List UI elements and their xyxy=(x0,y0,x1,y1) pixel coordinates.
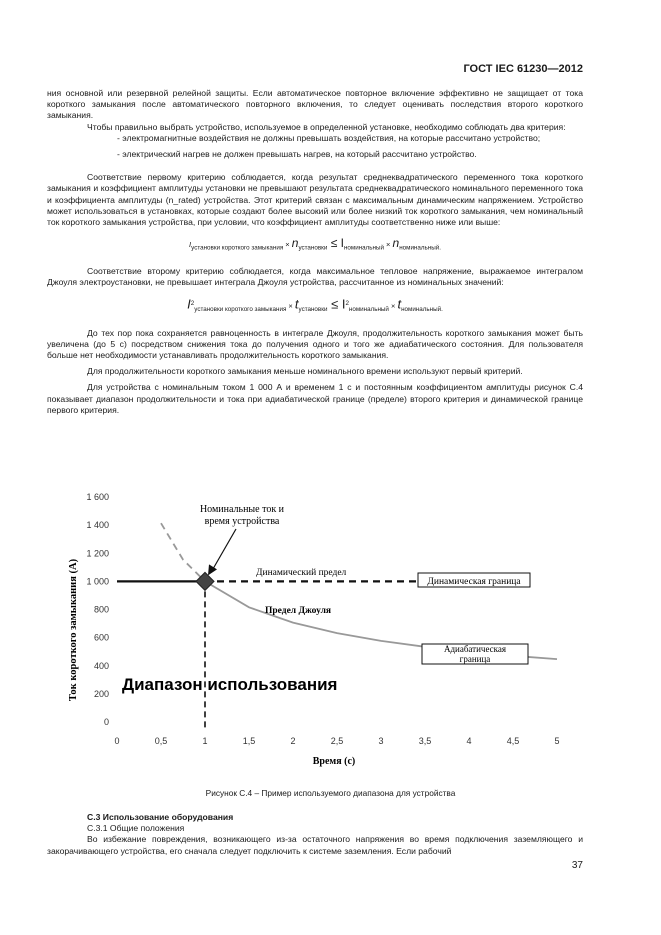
y-tick-label: 0 xyxy=(103,717,109,727)
section-title: С.3 Использование оборудования xyxy=(87,812,234,822)
section-paragraph: Во избежание повреждения, возникающего из-за остаточного напряжения во время подключения заземляющего и закорачивающего устройства, его сначала следует подключить к системе заземления. Если рабочий xyxy=(47,834,583,856)
formula-operator: × xyxy=(388,301,398,311)
y-tick-label: 400 xyxy=(93,660,109,671)
formula-subscript: номинальный. xyxy=(399,244,441,252)
list-item: - электромагнитные воздействия не должны превышать воздействия, на которые рассчитано устройство; xyxy=(117,132,541,143)
section-text xyxy=(47,812,583,857)
formula-dynamic-criterion xyxy=(47,238,583,254)
arrow-head-icon xyxy=(208,564,217,575)
usage-range-label: Диапазон использования xyxy=(122,675,338,694)
x-tick-label: 4,5 xyxy=(506,736,520,746)
section-subtitle: С.3.1 Общие положения xyxy=(87,823,185,834)
formula-subscript: номинальный. xyxy=(401,306,443,314)
paragraph: ния основной или резервной релейной защиты. Если автоматическое повторное включение эффективно не защищает от тока короткого замыкания после автоматического повторного включения, то следует оценивать последствия второго короткого замыкания. xyxy=(47,88,583,121)
joule-limit-label: Предел Джоуля xyxy=(265,606,332,616)
y-tick-label: 800 xyxy=(93,604,109,615)
dynamic-boundary-label: Динамическая граница xyxy=(427,577,521,587)
formula-symbol: I xyxy=(187,296,191,312)
formula-subscript: установки короткого замыкания xyxy=(194,306,287,314)
formula-subscript: номинальный xyxy=(348,306,389,314)
formula-subscript: номинальный xyxy=(343,244,384,252)
formula-superscript: 2 xyxy=(190,300,195,308)
y-tick-label: 1 400 xyxy=(86,520,109,531)
formula-superscript: 2 xyxy=(345,300,349,308)
rated-point-label: Номинальные ток и время устройства xyxy=(199,504,285,527)
y-tick-label: 200 xyxy=(93,688,109,699)
formula-symbol: n xyxy=(291,236,299,251)
formula-symbol: I xyxy=(189,240,192,250)
usage-range-chart xyxy=(60,485,580,775)
x-tick-label: 3,5 xyxy=(418,736,432,746)
formula-subscript: установки короткого замыкания xyxy=(191,244,284,252)
formula-operator: × xyxy=(286,301,295,311)
formula-operator: × xyxy=(283,240,292,250)
x-tick-label: 2,5 xyxy=(330,736,344,746)
paragraph: Для устройства с номинальным током 1 000 А и временем 1 с и постоянным коэффициентом амплитуды рисунок С.4 показывает диапазон продолжительности и тока при адиабатической границе (пределе) второго критерия и динамической границе первого критерия. xyxy=(47,382,583,415)
paragraph: Для продолжительности короткого замыкания меньше номинального времени используют первый критерий. xyxy=(87,366,523,377)
formula-operator: × xyxy=(383,240,393,250)
x-axis-label: Время (с) xyxy=(312,756,356,767)
formula-symbol: I xyxy=(341,296,346,312)
y-tick-label: 1 600 xyxy=(86,492,109,502)
paragraph: Соответствие первому критерию соблюдается, когда результат среднеквадратического переменного тока короткого замыкания и коэффициент амплитуды установки не превышают результата среднеквадратического номинального переменного тока и коэффициента амплитуды (n_rated) устройства. Этот критерий связан с максимальным динамическим напряжением. Устройство может использоваться в установках, которые создают более высокий или более низкий ток короткого замыкания, чем номинальный ток короткого замыкания устройства, при условии, что коэффициент амплитуды соответственно ниже или выше: xyxy=(47,172,583,228)
x-tick-label: 0,5 xyxy=(154,736,168,746)
arrow-line xyxy=(211,529,236,572)
y-tick-label: 600 xyxy=(93,632,109,643)
formula-subscript: установки xyxy=(298,306,328,314)
formula-symbol: t xyxy=(294,296,299,312)
y-axis-label: Ток короткого замыкания (А) xyxy=(68,558,79,702)
formula-relation: ≤ xyxy=(327,296,342,312)
formula-symbol: I xyxy=(340,236,344,251)
figure-caption: Рисунок С.4 – Пример используемого диапазона для устройства xyxy=(205,788,456,798)
x-tick-label: 0 xyxy=(114,736,120,746)
formula-relation: ≤ xyxy=(327,236,341,251)
document-header: ГОСТ IEC 61230—2012 xyxy=(463,63,583,75)
list-item: - электрический нагрев не должен превышать нагрев, на который рассчитано устройство. xyxy=(117,149,477,160)
formula-thermal-criterion xyxy=(47,298,583,315)
y-tick-label: 1 200 xyxy=(86,548,109,559)
y-tick-label: 1 000 xyxy=(86,576,109,587)
x-tick-label: 2 xyxy=(290,736,296,746)
x-tick-label: 1,5 xyxy=(242,736,256,746)
page-number: 37 xyxy=(571,860,583,871)
x-tick-label: 5 xyxy=(554,736,560,746)
x-tick-label: 3 xyxy=(378,736,384,746)
paragraph: Чтобы правильно выбрать устройство, используемое в определенной установке, необходимо соблюдать два критерия: xyxy=(87,121,566,132)
formula-symbol: t xyxy=(397,296,402,312)
paragraph: Соответствие второму критерию соблюдается, когда максимальное тепловое напряжение, выражаемое интегралом Джоуля электроустановки, не превышает интеграла Джоуля устройства, рассчитанное из номинальных значений: xyxy=(47,265,583,288)
paragraph: До тех пор пока сохраняется равноценность в интеграле Джоуля, продолжительность короткого замыкания может быть увеличена (до 5 с) посредством снижения тока до получения одного и того же адиабатического состояния. Для пользователя больше нет необходимости устанавливать продолжительность короткого замыкания. xyxy=(47,327,583,360)
formula-symbol: n xyxy=(392,236,400,251)
x-tick-label: 1 xyxy=(202,736,208,746)
formula-subscript: установки xyxy=(298,244,328,252)
x-tick-label: 4 xyxy=(466,736,472,746)
joule-limit-dashed-curve xyxy=(161,523,205,581)
adiabatic-boundary-label: Адиабатическая граница xyxy=(443,644,507,664)
body-text xyxy=(47,88,583,416)
dynamic-limit-label: Динамический предел xyxy=(256,568,347,578)
